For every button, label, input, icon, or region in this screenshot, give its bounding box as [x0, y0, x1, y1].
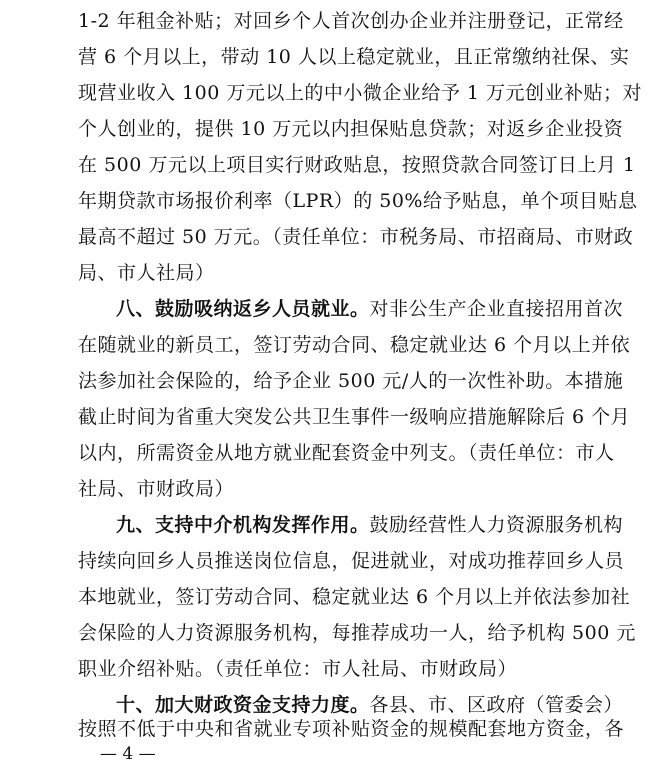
text-line: 以内，所需资金从地方就业配套资金中列支。（责任单位：市人 — [78, 442, 615, 464]
section-8-first-line — [116, 291, 624, 327]
section-9-first-line — [116, 507, 624, 543]
text-line: 1-2 年租金补贴；对回乡个人首次创办企业并注册登记，正常经 — [78, 10, 624, 32]
section-9-heading: 九、支持中介机构发挥作用。 — [116, 514, 370, 536]
text-line: 在随就业的新员工，签订劳动合同、稳定就业达 6 个月以上并依 — [78, 334, 631, 356]
text-line: 社局、市财政局） — [78, 478, 235, 500]
text-line: 营 6 个月以上，带动 10 人以上稳定就业，且正常缴纳社保、实 — [78, 46, 630, 68]
text-line: 局、市人社局） — [78, 262, 215, 284]
section-10-first-text: 各县、市、区政府（管委会） — [369, 694, 624, 716]
section-8-heading: 八、鼓励吸纳返乡人员就业。 — [116, 298, 370, 320]
section-10-heading: 十、加大财政资金支持力度。 — [116, 694, 370, 716]
section-9-first-text: 鼓励经营性人力资源服务机构 — [369, 514, 624, 536]
text-line: 法参加社会保险的，给予企业 500 元/人的一次性补助。本措施 — [78, 370, 624, 392]
text-line: 持续向回乡人员推送岗位信息，促进就业，对成功推荐回乡人员 — [78, 550, 625, 572]
text-line: 会保险的人力资源服务机构，每推荐成功一人，给予机构 500 元 — [78, 622, 636, 644]
text-line: 年期贷款市场报价利率（LPR）的 50%给予贴息，单个项目贴息 — [78, 190, 638, 212]
text-line: 个人创业的，提供 10 万元以内担保贴息贷款；对返乡企业投资 — [78, 118, 624, 140]
text-line: 在 500 万元以上项目实行财政贴息，按照贷款合同签订日上月 1 — [78, 154, 636, 176]
section-8-first-text: 对非公生产企业直接招用首次 — [369, 298, 624, 320]
text-line: 按照不低于中央和省就业专项补贴资金的规模配套地方资金，各 — [78, 718, 625, 740]
text-line: 截止时间为省重大突发公共卫生事件一级响应措施解除后 6 个月 — [78, 406, 631, 428]
text-line: 职业介绍补贴。（责任单位：市人社局、市财政局） — [78, 658, 518, 680]
text-line: 本地就业，签订劳动合同、稳定就业达 6 个月以上并依法参加社 — [78, 586, 631, 608]
text-line: 最高不超过 50 万元。（责任单位：市税务局、市招商局、市财政 — [78, 226, 634, 248]
page-number: — 4 — — [100, 744, 156, 764]
text-line: 现营业收入 100 万元以上的中小微企业给予 1 万元创业补贴；对 — [78, 82, 643, 104]
